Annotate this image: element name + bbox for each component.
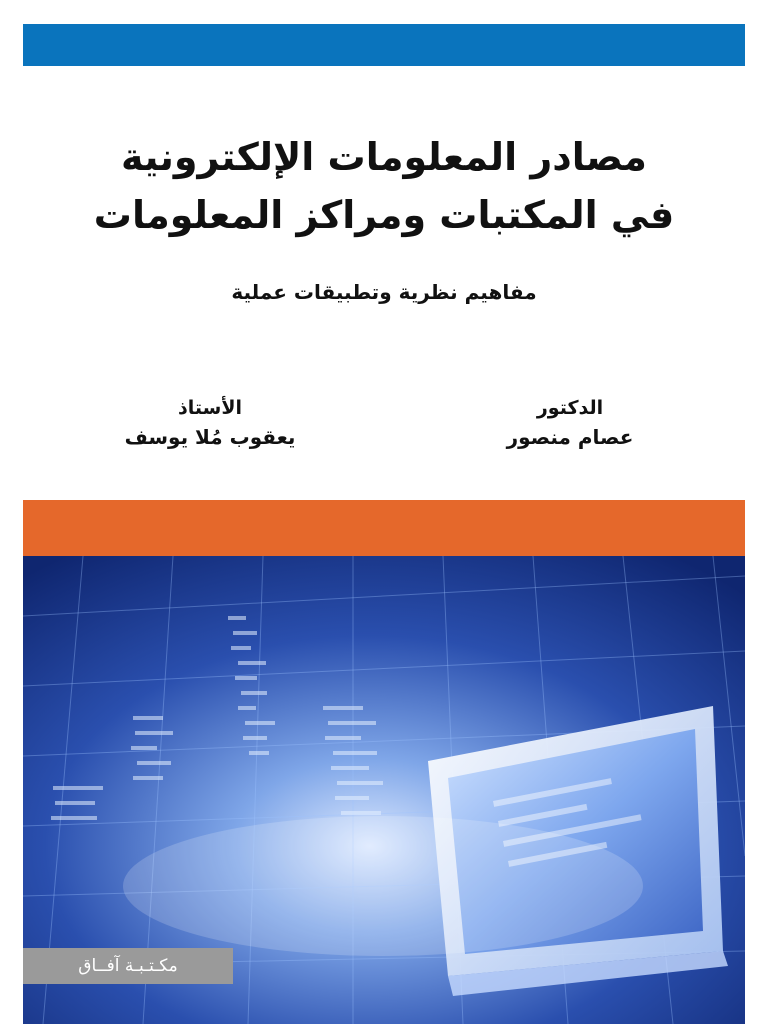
author-right xyxy=(480,394,660,452)
top-blue-bar xyxy=(23,24,745,66)
cover-subtitle: مفاهيم نظرية وتطبيقات عملية xyxy=(231,280,537,304)
author-left-name: يعقوب مُلا يوسف xyxy=(124,425,296,449)
cover-title-line-2: في المكتبات ومراكز المعلومات xyxy=(93,193,675,237)
author-right-role: الدكتور xyxy=(536,397,604,419)
author-left xyxy=(100,394,320,452)
orange-bar xyxy=(23,500,745,556)
author-right-name: عصام منصور xyxy=(506,425,634,449)
author-left-role: الأستاذ xyxy=(178,397,242,419)
cover-title-line-1: مصادر المعلومات الإلكترونية xyxy=(121,135,647,179)
publisher-label: مكـتـبـة آفــاق xyxy=(23,948,233,984)
